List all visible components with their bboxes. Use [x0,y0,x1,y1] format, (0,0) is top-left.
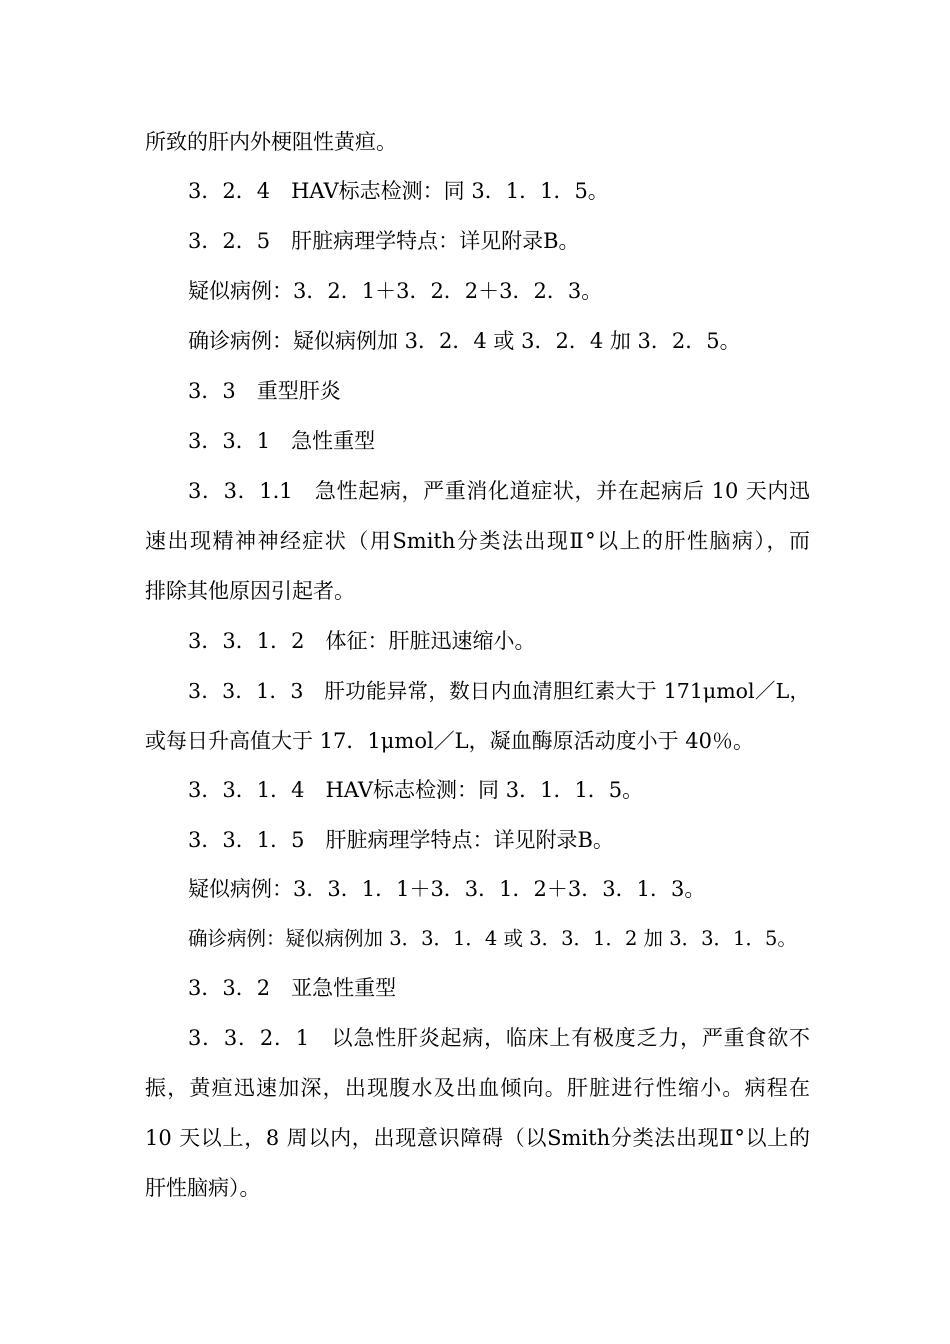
text-line: 3．3．2．1 以急性肝炎起病，临床上有极度乏力，严重食欲不 [188,1026,810,1050]
text-line: 或每日升高值大于 17．1μmol／L，凝血酶原活动度小于 40％。 [145,729,755,753]
text-line: 确诊病例：疑似病例加 3．2．4 或 3．2．4 加 3．2．5。 [188,329,741,353]
text-line: 3．3．1．5 肝脏病理学特点：详见附录B。 [188,828,614,852]
text-line: 排除其他原因引起者。 [145,579,355,603]
text-line: 疑似病例：3．3．1．1＋3．3．1．2＋3．3．1．3。 [188,877,706,901]
text-line: 振，黄疸迅速加深，出现腹水及出血倾向。肝脏进行性缩小。病程在 [145,1076,810,1100]
text-line: 确诊病例：疑似病例加 3．3．1．4 或 3．3．1．2 加 3．3．1．5。 [188,927,797,950]
text-line: 3．3．1.1 急性起病，严重消化道症状，并在起病后 10 天内迅 [188,479,810,503]
text-line: 3．2．5 肝脏病理学特点：详见附录B。 [188,229,580,253]
text-line: 10 天以上，8 周以内，出现意识障碍（以Smith分类法出现Ⅱ°以上的 [145,1126,810,1150]
subsection-heading: 3．3．1 急性重型 [188,429,376,453]
section-heading: 3．3 重型肝炎 [188,379,341,403]
text-line: 速出现精神神经症状（用Smith分类法出现Ⅱ°以上的肝性脑病），而 [145,529,810,553]
text-line: 3．3．1．3 肝功能异常，数日内血清胆红素大于 171μmol／L， [188,679,810,703]
text-line: 肝性脑病）。 [145,1176,261,1200]
text-line: 所致的肝内外梗阻性黄疸。 [145,130,397,154]
text-line: 3．2．4 HAV标志检测：同 3．1．1．5。 [188,179,609,203]
text-line: 3．3．1．2 体征：肝脏迅速缩小。 [188,629,536,653]
text-line: 疑似病例：3．2．1＋3．2．2＋3．2．3。 [188,279,603,303]
subsection-heading: 3．3．2 亚急性重型 [188,976,397,1000]
text-line: 3．3．1．4 HAV标志检测：同 3．1．1．5。 [188,778,644,802]
